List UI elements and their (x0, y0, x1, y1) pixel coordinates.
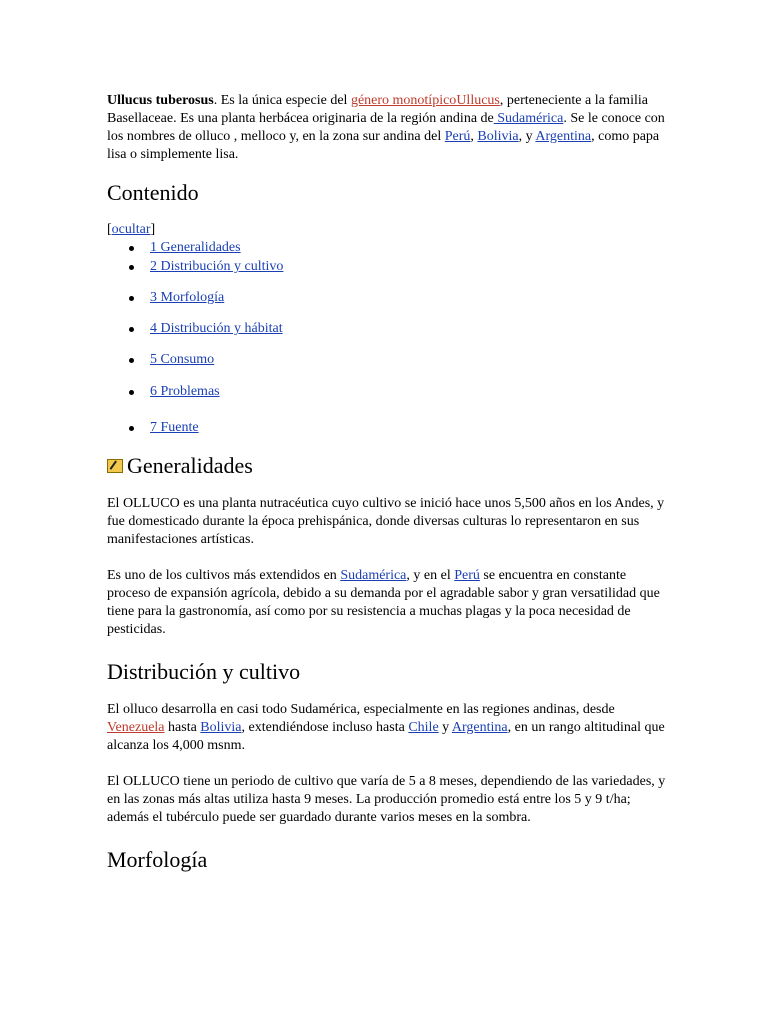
intro-paragraph: Ullucus tuberosus. Es la única especie del género monotípicoUllucus, perteneciente a la familia Basellaceae. Es una planta herbácea originaria de la región andina de Sudamérica. Se le conoce con los nombres de olluco , melloco y, en la zona sur andina del Perú, Bolivia, y Argentina, como papa lisa o simplemente lisa. (107, 93, 665, 162)
toc-link-generalidades[interactable]: 1 Generalidades (150, 240, 241, 255)
toc-heading: Contenido (107, 180, 199, 205)
link-argentina-2[interactable]: Argentina (451, 720, 508, 735)
bullet-icon (129, 265, 134, 270)
bullet-icon (129, 358, 134, 363)
link-argentina[interactable]: Argentina (535, 129, 592, 144)
bullet-icon (129, 296, 134, 301)
section-heading-generalidades: Generalidades (107, 453, 667, 479)
toc-item (107, 320, 667, 338)
toc-item (107, 419, 667, 437)
distribucion-paragraph-2: El OLLUCO tiene un periodo de cultivo que varía de 5 a 8 meses, dependiendo de las variedades, y en las zonas más altas utiliza hasta 9 meses. La producción promedio está entre los 5 y 9 t/ha; además el tubérculo puede ser guardado durante varios meses en la sombra. (107, 774, 666, 825)
toc-link-distribucion-cultivo[interactable]: 2 Distribución y cultivo (150, 259, 284, 274)
bullet-icon (129, 327, 134, 332)
link-chile[interactable]: Chile (408, 720, 439, 735)
toc-link-distribucion-habitat[interactable]: 4 Distribución y hábitat (150, 321, 283, 336)
toc-item (107, 258, 667, 276)
link-bolivia[interactable]: Bolivia (477, 129, 519, 144)
link-genero-monotipico[interactable]: género monotípico (350, 93, 457, 108)
bullet-icon (129, 390, 134, 395)
toc-link-fuente[interactable]: 7 Fuente (150, 420, 199, 435)
toc-link-morfologia[interactable]: 3 Morfología (150, 290, 225, 305)
toc-item (107, 383, 667, 401)
distribucion-paragraph-1: El olluco desarrolla en casi todo Sudamérica, especialmente en las regiones andinas, desde Venezuela hasta Bolivia, extendiéndose incluso hasta Chile y Argentina, en un rango altitudinal que alcanza los 4,000 msnm. (107, 702, 665, 753)
edit-icon[interactable] (107, 459, 123, 473)
link-sudamerica[interactable]: Sudamérica (493, 111, 564, 126)
section-heading-distribucion-cultivo: Distribución y cultivo (107, 659, 301, 684)
generalidades-paragraph-1: El OLLUCO es una planta nutracéutica cuyo cultivo se inició hace unos 5,500 años en los Andes, y fue domesticado durante la época prehispánica, donde diversas culturas lo representaron en sus manifestaciones artísticas. (107, 496, 665, 547)
generalidades-paragraph-2: Es uno de los cultivos más extendidos en Sudamérica, y en el Perú se encuentra en constante proceso de expansión agrícola, debido a su demanda por el agradable sabor y gran versatilidad que tiene para la gastronomía, así como por su resistencia a muchas plagas y la poca necesidad de pesticidas. (107, 568, 660, 637)
link-peru-2[interactable]: Perú (454, 568, 480, 583)
section-heading-morfologia: Morfología (107, 847, 208, 872)
toc-link-consumo[interactable]: 5 Consumo (150, 352, 215, 367)
toc-hide-link[interactable]: ocultar (111, 222, 151, 237)
species-name: Ullucus tuberosus (107, 93, 214, 108)
link-sudamerica-2[interactable]: Sudamérica (340, 568, 407, 583)
toc-item (107, 351, 667, 369)
toc-list (107, 239, 667, 437)
link-ullucus[interactable]: Ullucus (456, 93, 500, 108)
article (107, 92, 667, 873)
bullet-icon (129, 426, 134, 431)
toc-link-problemas[interactable]: 6 Problemas (150, 384, 220, 399)
bullet-icon (129, 246, 134, 251)
link-bolivia-2[interactable]: Bolivia (200, 720, 242, 735)
toc-toggle: [ocultar] (107, 222, 156, 237)
toc-item (107, 289, 667, 307)
link-venezuela[interactable]: Venezuela (107, 720, 165, 735)
toc-item (107, 239, 667, 257)
link-peru[interactable]: Perú (444, 129, 471, 144)
